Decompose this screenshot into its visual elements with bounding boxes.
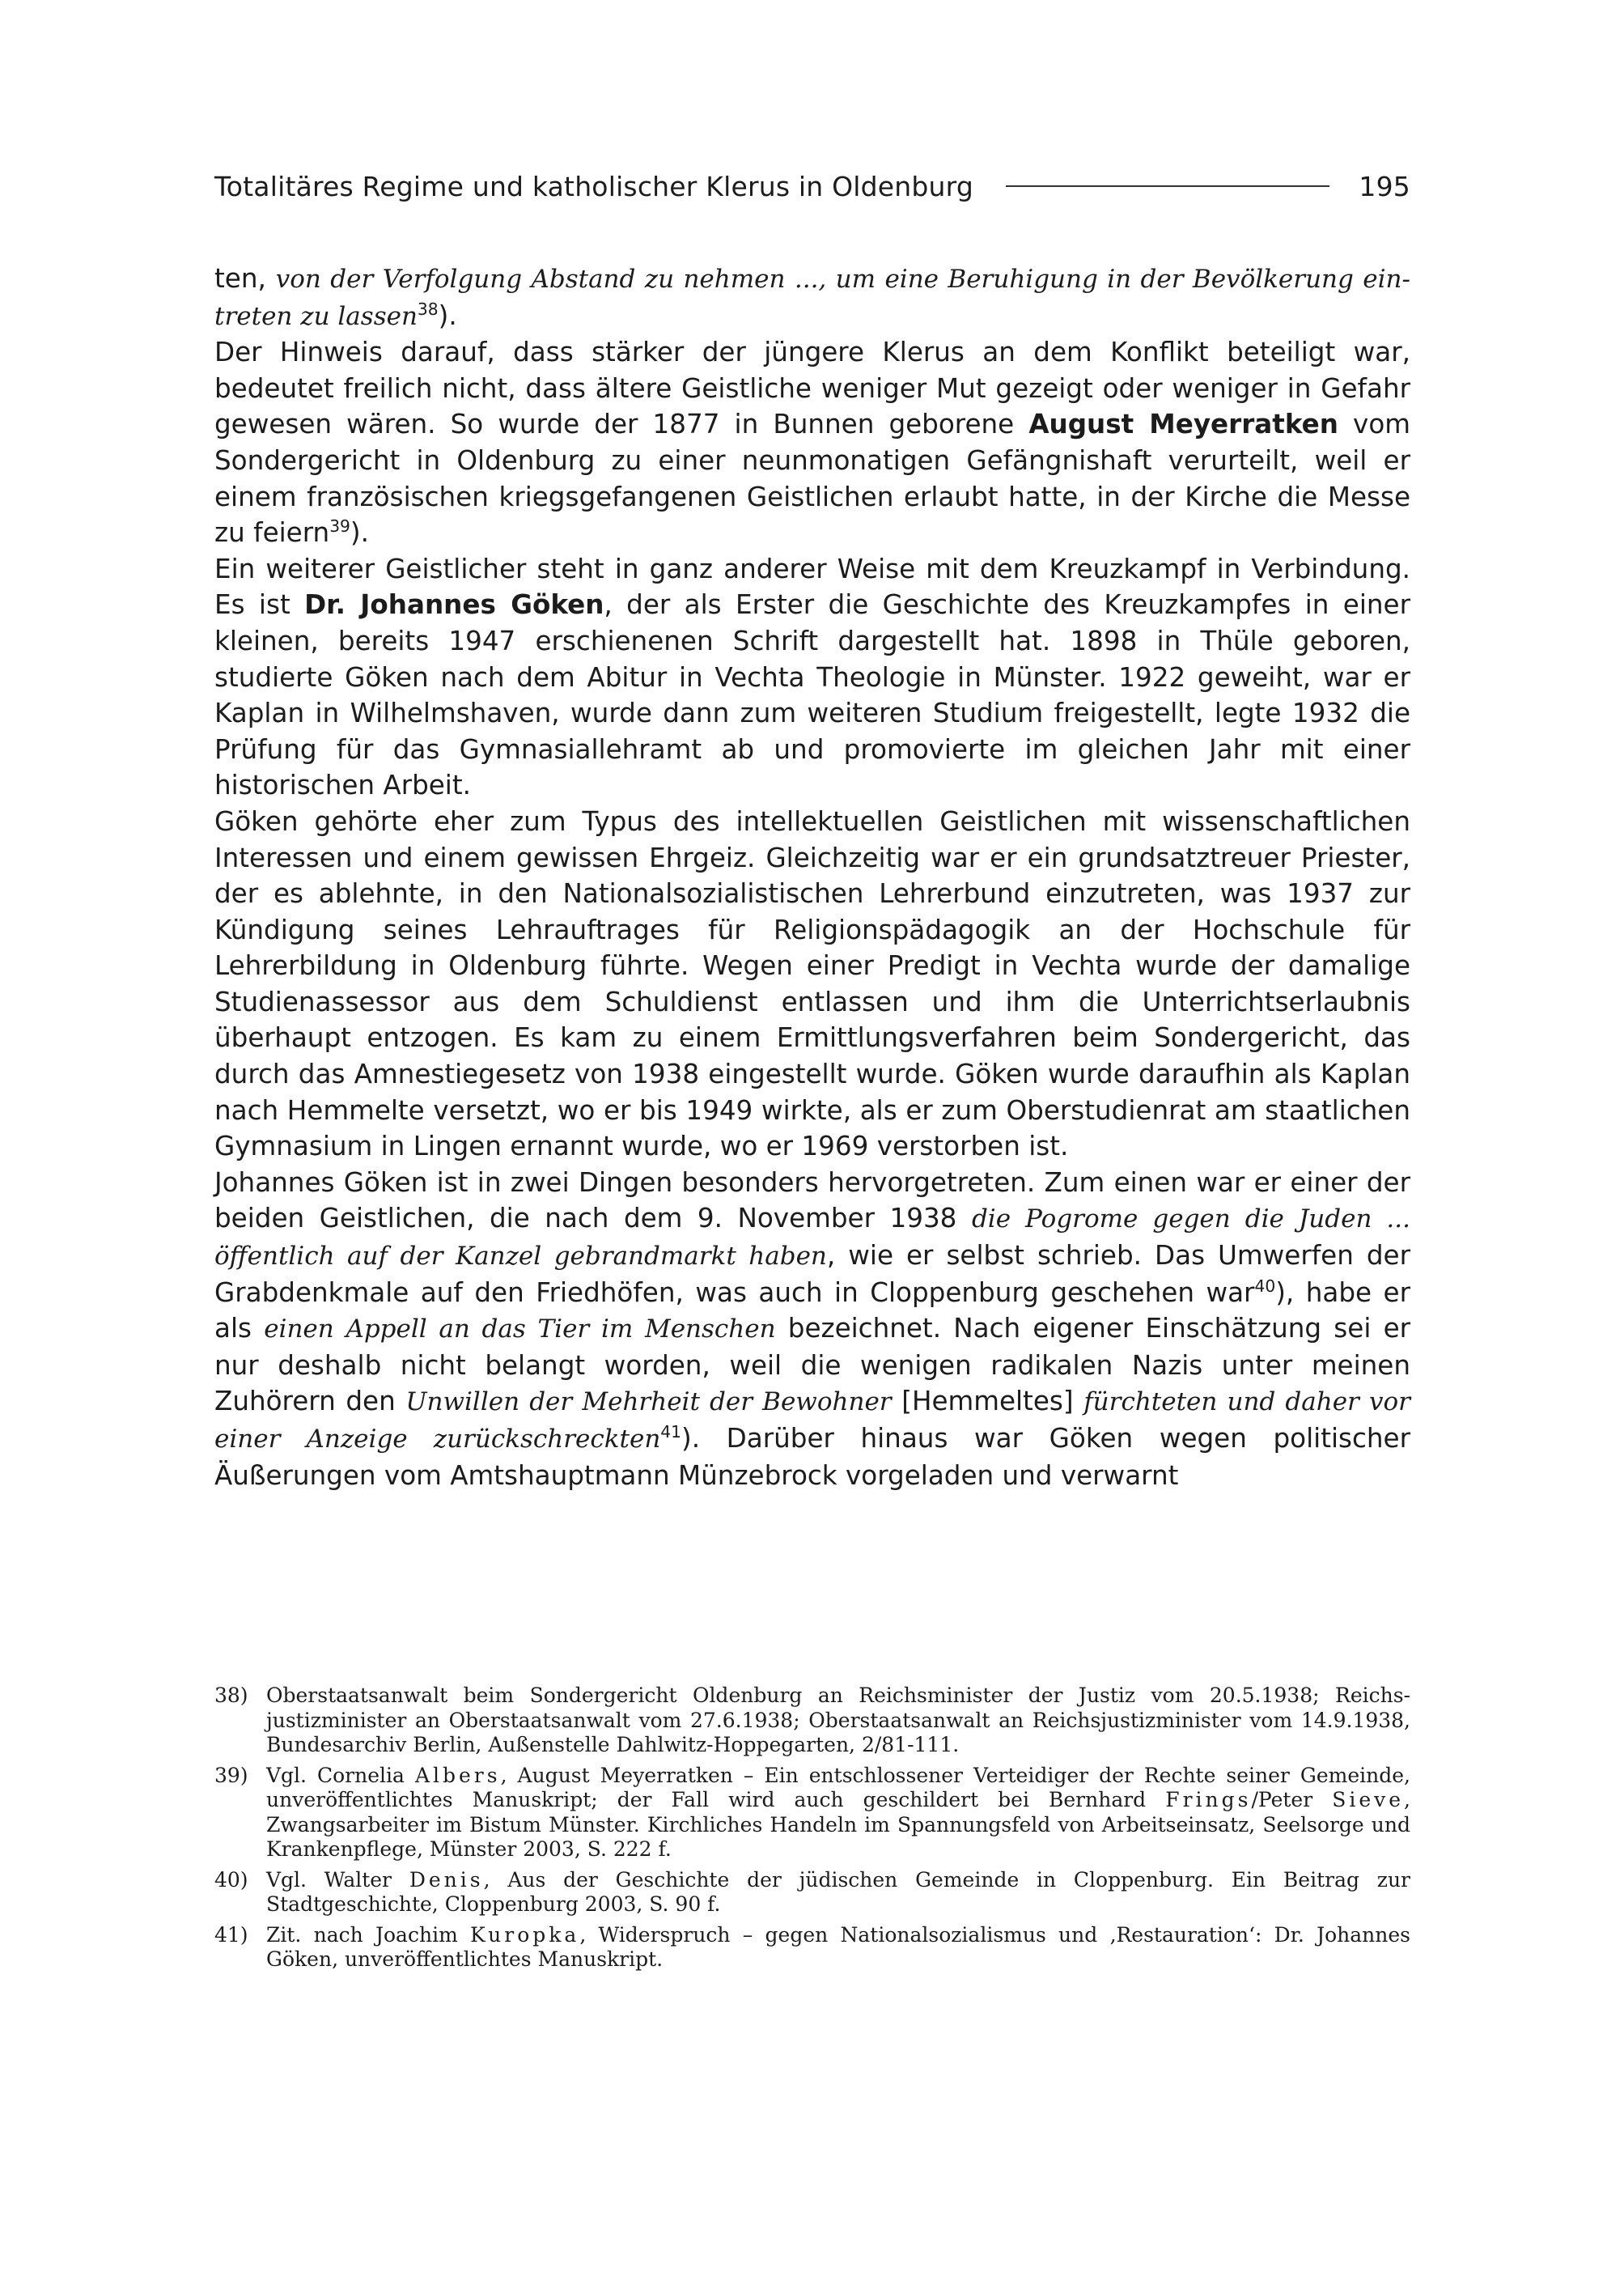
running-head xyxy=(214,165,1410,207)
text-run: /Peter xyxy=(1251,1788,1333,1811)
text-run: Vgl. Walter xyxy=(266,1867,409,1892)
footnote-text xyxy=(266,1923,1410,1972)
text-run: Johannes Göken ist in zwei Dingen besonders hervorgetreten. Zum einen war er einer der beiden Geistlichen, die nach dem 9. November 1938 xyxy=(214,1166,1410,1234)
page-number: 195 xyxy=(1359,170,1410,202)
text-run: [Hemmeltes] xyxy=(891,1386,1084,1417)
author-name: Kuropka xyxy=(470,1922,580,1947)
text-run: ), habe er als xyxy=(214,1276,1410,1344)
quote-italic: fürchteten und daher vor einer Anzeige zurückschreckten xyxy=(214,1387,1410,1454)
footnotes xyxy=(214,1684,1410,1978)
text-run: Ein weiterer Geistlicher steht in ganz anderer Weise mit dem Kreuzkampf in Verbindung. Es ist xyxy=(214,553,1410,621)
text-run: Der Hinweis darauf, dass stärker der jüngere Klerus an dem Konflikt beteiligt war, bedeutet freilich nicht, dass ältere Geistliche weniger Mut gezeigt oder weniger in Gefahr gewesen wären. So wurde der 1877 in Bunnen geborene xyxy=(214,337,1410,440)
paragraph-goeken-intro xyxy=(214,551,1410,804)
quote-italic: einen Appell an das Tier im Menschen xyxy=(264,1314,776,1344)
footnote-39 xyxy=(214,1764,1410,1862)
text-run: ). Darüber hinaus war Göken wegen politischer Äußerungen vom Amtshauptmann Münzebrock vorgeladen und verwarnt xyxy=(214,1423,1410,1491)
author-name: Frings xyxy=(1165,1788,1252,1811)
footnote-ref-38[interactable]: 38 xyxy=(417,299,439,319)
paragraph-continued xyxy=(214,261,1410,334)
text-run: , Zwangsarbeiter im Bistum Münster. Kirchliches Handeln im Spannungsfeld von Arbeitseinsatz, Seelsorge und Krankenpflege, Münster 2003, S. 222 f. xyxy=(266,1788,1410,1861)
paragraph-goeken-pogrom xyxy=(214,1165,1410,1493)
footnote-text xyxy=(266,1764,1410,1862)
text-run: Vgl. Cornelia xyxy=(266,1763,415,1787)
footnote-40 xyxy=(214,1868,1410,1917)
author-name: Denis xyxy=(409,1867,484,1892)
running-head-rule xyxy=(1006,185,1329,187)
quote-italic: die Pogrome gegen die Juden ... öffentlich auf der Kanzel gebrandmarkt haben xyxy=(214,1204,1410,1272)
name-bold: August Meyerratken xyxy=(1028,409,1338,440)
text-run: , der als Erster die Geschichte des Kreuzkampfes in einer kleinen, bereits 1947 erschienenen Schrift dargestellt hat. 1898 in Thüle geboren, studierte Göken nach dem Abitur in Vechta Theologie in Münster. 1922 geweiht, war er Kaplan in Wilhelmshaven, wurde dann zum weiteren Studium freigestellt, legte 1932 die Prüfung für das Gymnasiallehramt ab und promovierte im gleichen Jahr mit einer historischen Arbeit. xyxy=(214,589,1410,801)
footnote-ref-39[interactable]: 39 xyxy=(329,516,350,537)
text-run: Göken gehörte eher zum Typus des intellektuellen Geistlichen mit wissenschaftlichen Interessen und einem gewissen Ehrgeiz. Gleichzeitig war er ein grundsatztreuer Priester, der es ablehnte, in den Nationalsozialistischen Lehrerbund einzutreten, was 1937 zur Kündigung seines Lehrauftrages für Religionspädagogik an der Hochschule für Lehrerbildung in Oldenburg führte. Wegen einer Predigt in Vechta wurde der damalige Studienassessor aus dem Schuldienst entlassen und ihm die Unterrichtserlaubnis überhaupt entzogen. Es kam zu einem Ermittlungsverfahren beim Sondergericht, das durch das Amnestiegesetz von 1938 eingestellt wurde. Göken wurde daraufhin als Kaplan nach Hemmelte versetzt, wo er bis 1949 wirkte, als er zum Oberstudienrat am staatlichen Gymnasium in Lingen ernannt wurde, wo er 1969 verstorben ist. xyxy=(214,805,1410,1162)
text-run: ). xyxy=(350,517,369,549)
footnote-number: 40) xyxy=(214,1867,248,1892)
quote-italic: Unwillen der Mehrheit der Bewohner xyxy=(405,1387,892,1417)
author-name: Albers xyxy=(414,1763,501,1787)
text-run: ten, xyxy=(214,263,276,294)
paragraph-meyerratken xyxy=(214,334,1410,551)
footnote-ref-40[interactable]: 40 xyxy=(1254,1276,1276,1296)
text-run: , August Meyerratken – Ein entschlossener Verteidiger der Rechte seiner Gemeinde, unveröffentlichtes Manuskript; der Fall wird auch geschildert bei Bernhard xyxy=(266,1763,1410,1811)
text-run: vom Sondergericht in Oldenburg zu einer neunmonatigen Gefängnishaft verurteilt, weil er einem französischen kriegsgefangenen Geistlichen erlaubt hatte, in der Kirche die Messe zu feiern xyxy=(214,409,1410,549)
footnote-ref-41[interactable]: 41 xyxy=(660,1422,681,1442)
book-page xyxy=(214,0,1410,2293)
text-run: Zit. nach Joachim xyxy=(266,1922,471,1947)
footnote-number: 41) xyxy=(214,1922,248,1947)
name-bold: Dr. Johannes Göken xyxy=(304,589,604,621)
text-run: , Aus der Geschichte der jüdischen Gemeinde in Cloppenburg. Ein Beitrag zur Stadtgeschichte, Cloppenburg 2003, S. 90 f. xyxy=(266,1867,1411,1916)
footnote-text: Oberstaatsanwalt beim Sondergericht Oldenburg an Reichsminister der Justiz vom 20.5.1938; Reichsjustizminister an Oberstaatsanwalt vom 27.6.1938; Oberstaatsanwalt an Reichsjustizminister vom 14.9.1938, Bundesarchiv Berlin, Außenstelle Dahlwitz-Hoppegarten, 2/81-111. xyxy=(266,1684,1410,1756)
footnote-41 xyxy=(214,1923,1410,1972)
author-name: Sieve xyxy=(1332,1788,1405,1811)
text-run: , Widerspruch – gegen Nationalsozialismus und ‚Restauration‘: Dr. Johannes Göken, unveröffentlichtes Manuskript. xyxy=(266,1922,1410,1971)
paragraph-goeken-career xyxy=(214,804,1410,1165)
footnote-number: 38) xyxy=(214,1684,248,1707)
footnote-text xyxy=(266,1868,1410,1917)
body-text xyxy=(214,261,1410,1493)
footnote-38 xyxy=(214,1684,1410,1758)
footnote-number: 39) xyxy=(214,1763,248,1787)
text-run: ). xyxy=(438,299,457,331)
text-run: , wie er selbst schrieb. Das Umwerfen der Grabdenkmale auf den Friedhöfen, was auch in Cloppenburg geschehen war xyxy=(214,1240,1410,1308)
running-head-title: Totalitäres Regime und katholischer Klerus in Oldenburg xyxy=(214,170,973,202)
quote-italic: von der Verfolgung Abstand zu nehmen ..., um eine Beruhigung in der Bevölkerung eintreten zu lassen xyxy=(214,265,1410,331)
text-run: bezeichnet. Nach eigener Einschätzung sei er nur deshalb nicht belangt worden, weil die wenigen radikalen Nazis unter meinen Zuhörern den xyxy=(214,1313,1411,1417)
